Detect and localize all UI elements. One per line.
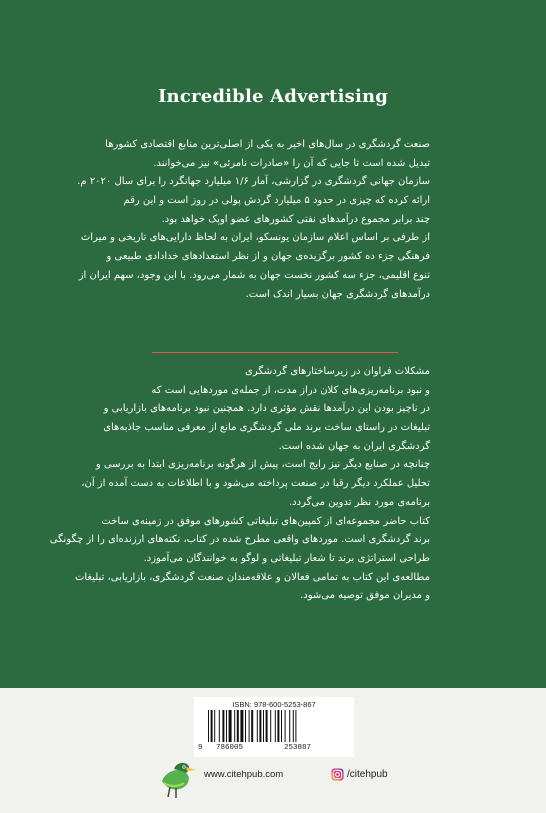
barcode-group-1: 786005 [216, 744, 244, 752]
text-line: چند برابر مجموع درآمدهای نفتی کشورهای عضو اوپک خواهد بود. [161, 213, 430, 225]
text-line: طراحی استراتژی برند تا شعار تبلیغاتی و لوگو به خوانندگان می‌آموزد. [143, 552, 430, 564]
text-line: کتاب حاضر مجموعه‌ای از کمپین‌های تبلیغاتی کشورهای موفق در زمینه‌ی ساخت [101, 515, 430, 527]
isbn-label: ISBN: 978-600-5253-867 [232, 700, 316, 709]
text-line: مطالعه‌ی این کتاب به تمامی فعالان و علاقه‌مندان صنعت گردشگری، بازاریابی، تبلیغات [74, 571, 430, 583]
text-line: گردشگری ایران به جهان شده است. [278, 440, 430, 452]
text-line: از طرفی بر اساس اعلام سازمان یونسکو، ایران به لحاظ دارایی‌های تاریخی و میراث [80, 232, 430, 244]
bird-logo-icon [156, 757, 198, 801]
text-line: برند گردشگری است. موردهای واقعی مطرح شده در کتاب، نکته‌های ارزنده‌ای را از چگونگی [49, 534, 430, 546]
text-line: چنانچه در صنایع دیگر نیز رایج است، پیش از هرگونه برنامه‌ریزی ابتدا به بررسی و [95, 459, 430, 471]
text-line: ارائه کرده که چیزی در حدود ۵ میلیارد گردش پولی در روز است و این رقم [123, 195, 430, 207]
barcode-digit-first: 9 [198, 744, 203, 752]
book-title: Incredible Advertising [157, 86, 389, 107]
text-line: تحلیل عملکرد دیگر رقبا در صنعت پرداخته می‌شود و با اطلاعات به دست آمده از آن، [81, 478, 430, 490]
text-line: سازمان جهانی گردشگری در گزارشی، آمار ۱/۶ میلیارد جهانگرد را برای سال ۲۰۲۰ م. [77, 176, 430, 188]
barcode-area [194, 697, 354, 757]
text-line: تنوع اقلیمی، جزء سه کشور نخست جهان به شمار می‌رود. با این وجود، سهم ایران از [78, 269, 430, 281]
text-line: تبدیل شده است تا جایی که آن را «صادرات نامرئی» نیز می‌خوانند. [153, 157, 430, 169]
text-line: و نبود برنامه‌ریزی‌های کلان دراز مدت، از جمله‌ی موردهایی است که [151, 384, 430, 396]
text-line: مشکلات فراوان در زیرساختارهای گردشگری [245, 366, 430, 377]
text-line: درآمدهای گردشگری جهان بسیار اندک است. [245, 288, 430, 300]
barcode-bars [206, 710, 346, 742]
text-line: در ناچیز بودن این درآمدها نقش مؤثری دارد. همچنین نبود برنامه‌های بازاریابی و [103, 403, 430, 415]
description-section-1 [77, 136, 430, 304]
description-section-2 [49, 363, 430, 606]
instagram-handle: /citehpub [347, 769, 388, 780]
instagram-icon [331, 768, 344, 781]
text-line: فرهنگی جزء ده کشور برگزیده‌ی جهان و از نظر استعدادهای خدادادی طبیعی و [106, 251, 430, 263]
text-line: برنامه‌ی مورد نظر تدوین می‌گردد. [288, 496, 430, 508]
text-line: تبلیغات در راستای ساخت برند ملی گردشگری مانع از معرفی مناسب جاذبه‌های [103, 422, 430, 434]
section-divider [152, 352, 398, 353]
text-line: صنعت گردشگری در سال‌های اخیر به یکی از اصلی‌ترین منابع اقتصادی کشورها [105, 139, 430, 150]
publisher-instagram [331, 768, 388, 781]
barcode-group-2: 253887 [284, 744, 312, 752]
text-line: و مدیران موفق توصیه می‌شود. [300, 590, 430, 602]
publisher-website: www.citehpub.com [204, 769, 284, 780]
